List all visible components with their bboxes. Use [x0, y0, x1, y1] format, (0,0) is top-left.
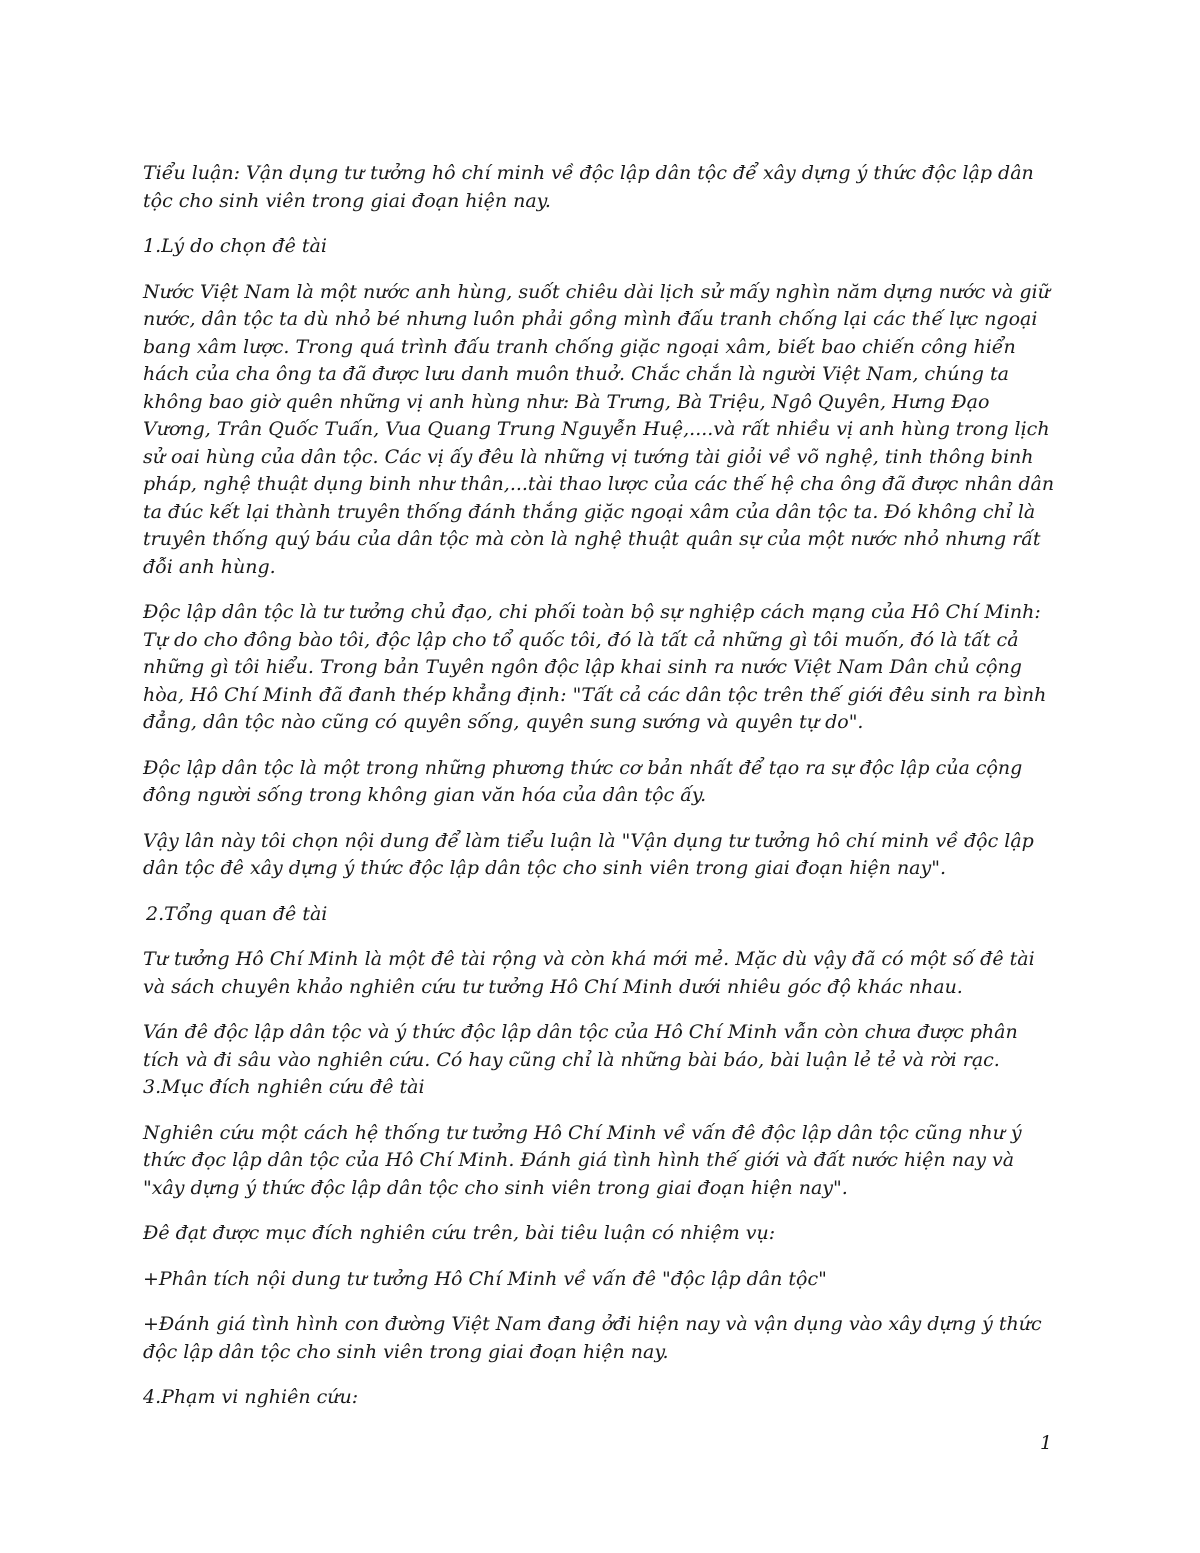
document-title: Tiểu luận: Vận dụng tư tưởng hô chí minh về độc lập dân tộc để xây dựng ý thức độc lập dân tộc cho sinh viên trong giai đoạn hiện nay. — [143, 162, 1034, 212]
list-item: +Phân tích nội dung tư tưởng Hô Chí Minh về vấn đê "độc lập dân tộc" — [143, 1267, 827, 1290]
section-heading-4: 4.Phạm vi nghiên cứu: — [143, 1386, 359, 1408]
paragraph: Nước Việt Nam là một nước anh hùng, suốt chiêu dài lịch sử mấy nghìn năm dựng nước và giữ nước, dân tộc ta dù nhỏ bé nhưng luôn phải gồng mình đấu tranh chống lại các thế lực ngoại bang xâm lược. Trong quá trình đấu tranh chống giặc ngoại xâm, biết bao chiến công hiển hách của cha ông ta đã được lưu danh muôn thuở. Chắc chắn là người Việt Nam, chúng ta không bao giờ quên những vị anh hùng như: Bà Trưng, Bà Triệu, Ngô Quyên, Hưng Đạo Vương, Trân Quốc Tuấn, Vua Quang Trung Nguyễn Huệ,....và rất nhiều vị anh hùng trong lịch sử oai hùng của dân tộc. Các vị ấy đêu là những vị tướng tài giỏi về võ nghệ, tinh thông binh pháp, nghệ thuật dụng binh như thân,...tài thao lược của các thế hệ cha ông đã được nhân dân ta đúc kết lại thành truyên thống đánh thắng giặc ngoại xâm của dân tộc ta. Đó không chỉ là truyên thống quý báu của dân tộc mà còn là nghệ thuật quân sự của một nước nhỏ nhưng rất đỗi anh hùng. — [143, 280, 1055, 578]
paragraph: Ván đê độc lập dân tộc và ý thức độc lập dân tộc của Hô Chí Minh vẫn còn chưa được phân tích và đi sâu vào nghiên cứu. Có hay cũng chỉ là những bài báo, bài luận lẻ tẻ và rời rạc. — [143, 1021, 1018, 1071]
page-number: 1 — [1040, 1432, 1053, 1454]
paragraph: Độc lập dân tộc là một trong những phương thức cơ bản nhất để tạo ra sự độc lập của cộng đông người sống trong không gian văn hóa của dân tộc ấy. — [143, 756, 1023, 806]
paragraph: Độc lập dân tộc là tư tưởng chủ đạo, chi phối toàn bộ sự nghiệp cách mạng của Hô Chí Minh: Tự do cho đông bào tôi, độc lập cho tổ quốc tôi, đó là tất cả những gì tôi muốn, đó là tất cả những gì tôi hiểu. Trong bản Tuyên ngôn độc lập khai sinh ra nước Việt Nam Dân chủ cộng hòa, Hô Chí Minh đã đanh thép khẳng định: "Tất cả các dân tộc trên thế giới đêu sinh ra bình đẳng, dân tộc nào cũng có quyên sống, quyên sung sướng và quyên tự do". — [143, 601, 1047, 733]
paragraph: Nghiên cứu một cách hệ thống tư tưởng Hô Chí Minh về vấn đê độc lập dân tộc cũng như ý thức đọc lập dân tộc của Hô Chí Minh. Đánh giá tình hình thế giới và đất nước hiện nay và "xây dựng ý thức độc lập dân tộc cho sinh viên trong giai đoạn hiện nay". — [143, 1121, 1022, 1199]
paragraph: Vậy lân này tôi chọn nội dung để làm tiểu luận là "Vận dụng tư tưởng hô chí minh về độc lập dân tộc đê xây dựng ý thức độc lập dân tộc cho sinh viên trong giai đoạn hiện nay". — [143, 829, 1034, 879]
section-heading-3: 3.Mục đích nghiên cứu đê tài — [143, 1076, 425, 1098]
list-item: +Đánh giá tình hình con đường Việt Nam đang ởđi hiện nay và vận dụng vào xây dựng ý thức độc lập dân tộc cho sinh viên trong giai đoạn hiện nay. — [143, 1313, 1042, 1363]
paragraph: Đê đạt được mục đích nghiên cứu trên, bài tiêu luận có nhiệm vụ: — [143, 1222, 776, 1244]
section-heading-2: 2.Tổng quan đê tài — [146, 902, 328, 925]
document-body — [143, 160, 1058, 1430]
paragraph: Tư tưởng Hô Chí Minh là một đê tài rộng và còn khá mới mẻ. Mặc dù vậy đã có một số đê tài và sách chuyên khảo nghiên cứu tư tưởng Hô Chí Minh dưới nhiêu góc độ khác nhau. — [143, 948, 1035, 998]
section-heading-1: 1.Lý do chọn đê tài — [143, 235, 327, 257]
